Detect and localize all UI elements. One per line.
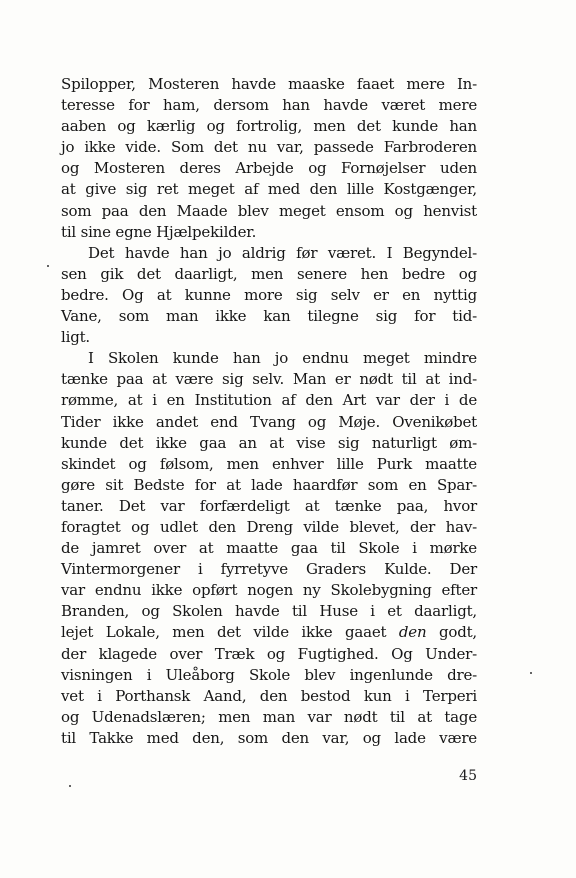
text-line: tænke paa at være sig selv. Man er nødt til at ind-	[61, 370, 477, 389]
text-line: aaben og kærlig og fortrolig, men det kunde han	[61, 117, 477, 136]
text-line: vet i Porthansk Aand, den bestod kun i Terperi	[61, 686, 477, 705]
text-line: var endnu ikke opført nogen ny Skolebygning efter	[61, 581, 477, 600]
print-speck	[530, 672, 532, 674]
text-line-emphasis	[61, 622, 477, 643]
text-line: jo ikke vide. Som det nu var, passede Farbroderen	[61, 138, 477, 157]
text-line: Spilopper, Mosteren havde maaske faaet mere In-	[61, 75, 477, 93]
text-line: Tider ikke andet end Tvang og Møje. Ovenikøbet	[61, 412, 477, 431]
text-line: kunde det ikke gaa an at vise sig naturligt øm-	[61, 433, 477, 452]
text-line: sen gik det daarligt, men senere hen bedre og	[61, 264, 477, 283]
text-line: Det havde han jo aldrig før været. I Begyndel-	[88, 243, 477, 262]
print-speck	[47, 265, 49, 267]
line-start: lejet Lokale, men det vilde ikke gaaet	[61, 623, 387, 642]
text-line: og Mosteren deres Arbejde og Fornøjelser uden	[61, 159, 477, 178]
text-line: som paa den Maade blev meget ensom og henvist	[61, 201, 477, 220]
text-line: at give sig ret meget af med den lille Kostgænger,	[61, 180, 477, 199]
text-line: teresse for ham, dersom han havde været mere	[61, 96, 477, 115]
text-line: Branden, og Skolen havde til Huse i et daarligt,	[61, 602, 477, 621]
page-number: 45	[459, 768, 477, 784]
text-line: der klagede over Træk og Fugtighed. Og Under-	[61, 644, 477, 663]
line-end: godt,	[426, 623, 477, 642]
print-speck	[69, 785, 71, 787]
text-line: ligt.	[61, 328, 90, 347]
text-line: og Udenadslæren; men man var nødt til at tage	[61, 707, 477, 726]
text-line: skindet og følsom, men enhver lille Purk maatte	[61, 454, 477, 473]
text-line: til sine egne Hjælpekilder.	[61, 222, 257, 241]
text-line: visningen i Uleåborg Skole blev ingenlunde dre-	[61, 665, 477, 684]
text-line: gøre sit Bedste for at lade haardfør som en Spar-	[61, 475, 477, 494]
text-line: Vane, som man ikke kan tilegne sig for tid-	[61, 307, 477, 326]
text-line: foragtet og udlet den Dreng vilde blevet, der hav-	[61, 517, 477, 536]
text-line: til Takke med den, som den var, og lade være	[61, 728, 477, 747]
text-line: rømme, at i en Institution af den Art var der i de	[61, 391, 477, 410]
page-body	[61, 74, 477, 749]
text-line: de jamret over at maatte gaa til Skole i mørke	[61, 539, 477, 558]
text-line: bedre. Og at kunne more sig selv er en nyttig	[61, 285, 477, 304]
text-line: taner. Det var forfærdeligt at tænke paa, hvor	[61, 496, 477, 515]
emphasized-word: den	[398, 623, 427, 642]
text-line: Vintermorgener i fyrretyve Graders Kulde. Der	[61, 560, 477, 579]
text-line: I Skolen kunde han jo endnu meget mindre	[88, 349, 477, 368]
